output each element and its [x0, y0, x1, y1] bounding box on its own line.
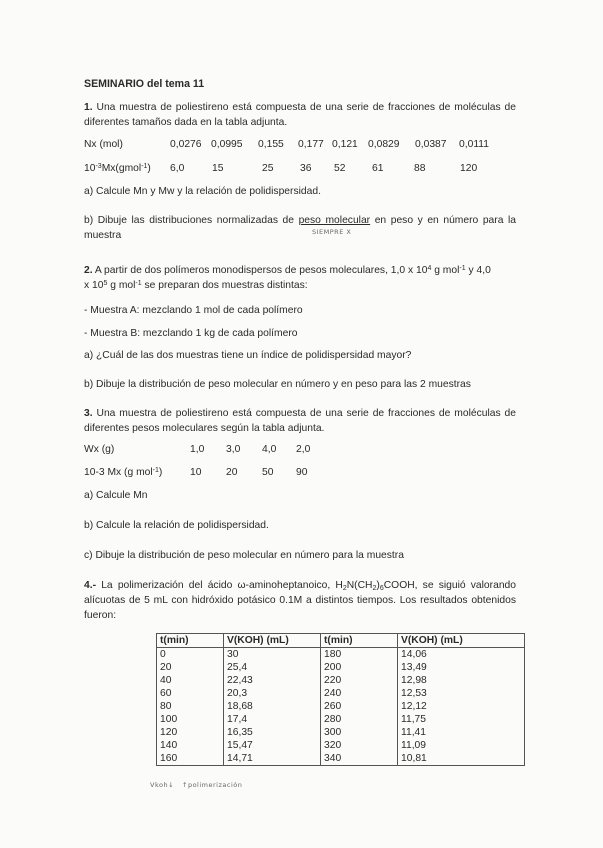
- question-1-body: Una muestra de poliestireno está compuesta de una serie de fracciones de moléculas de diferentes tamaños dada en la tabla adjunta.: [84, 102, 516, 128]
- table-cell: 200: [321, 661, 398, 674]
- q1-nx-value: 0,121: [332, 139, 358, 150]
- question-3b: b) Calcule la relación de polidispersidad.: [84, 520, 269, 531]
- table-cell: 0: [157, 648, 224, 662]
- q1-mx-value: 25: [262, 163, 274, 174]
- question-2-sample-a: - Muestra A: mezclando 1 mol de cada polímero: [84, 305, 303, 316]
- table-row: [157, 713, 525, 726]
- table-header: V(KOH) (mL): [398, 634, 525, 648]
- q3-mx-value: 50: [262, 467, 274, 478]
- table-cell: 220: [321, 674, 398, 687]
- q1-mx-value: 120: [460, 163, 478, 174]
- titration-table: [156, 633, 525, 766]
- q3-mx-label: 10-3 Mx (g mol$^{-1}$): [84, 467, 163, 478]
- table-cell: 40: [157, 674, 224, 687]
- table-cell: 15,47: [224, 739, 321, 752]
- table-cell: 340: [321, 752, 398, 766]
- question-1-number: 1.: [84, 102, 93, 113]
- handwritten-note: Vkoh↓: [150, 781, 175, 789]
- table-cell: 120: [157, 726, 224, 739]
- table-cell: 100: [157, 713, 224, 726]
- question-2-text: 2. A partir de dos polímeros monodispersos de pesos moleculares, 1,0 x $10^4$ g mol$^{-1}$ y 4,0 x $10^5$ g mol$^{-1}$ se preparan dos muestras distintas:: [84, 265, 491, 291]
- q3-mx-value: 10: [190, 467, 202, 478]
- table-cell: 18,68: [224, 700, 321, 713]
- q3-wx-value: 1,0: [190, 444, 205, 455]
- table-row: [157, 726, 525, 739]
- table-cell: 300: [321, 726, 398, 739]
- q1-nx-label: Nx (mol): [84, 139, 123, 150]
- table-cell: 240: [321, 687, 398, 700]
- q3-wx-label: Wx (g): [84, 444, 115, 455]
- q1-mx-label: $10^{-3}Mx(gmol^{-1})$: [84, 163, 151, 174]
- table-cell: 60: [157, 687, 224, 700]
- question-1b: b) Dibuje las distribuciones normalizadas de peso molecular en peso y en número para la muestra: [84, 215, 517, 241]
- table-header-row: [157, 634, 525, 648]
- table-cell: 22,43: [224, 674, 321, 687]
- table-header: V(KOH) (mL): [224, 634, 321, 648]
- q3-mx-value: 90: [296, 467, 308, 478]
- table-row: [157, 752, 525, 766]
- question-2-sample-b: - Muestra B: mezclando 1 kg de cada polímero: [84, 328, 298, 339]
- table-cell: 12,53: [398, 687, 525, 700]
- q3-wx-value: 2,0: [296, 444, 311, 455]
- table-cell: 280: [321, 713, 398, 726]
- table-header: t(min): [157, 634, 224, 648]
- page-title: SEMINARIO del tema 11: [84, 78, 205, 90]
- q1-mx-value: 88: [414, 163, 426, 174]
- table-cell: 140: [157, 739, 224, 752]
- q1-nx-value: 0,0276: [170, 139, 202, 150]
- handwritten-note: ↑polimerización: [182, 781, 243, 789]
- table-cell: 20: [157, 661, 224, 674]
- table-cell: 160: [157, 752, 224, 766]
- table-cell: 11,75: [398, 713, 525, 726]
- q1-nx-value: 0,177: [298, 139, 324, 150]
- table-cell: 12,98: [398, 674, 525, 687]
- table-row: [157, 661, 525, 674]
- q1-mx-value: 15: [212, 163, 224, 174]
- table-cell: 17,4: [224, 713, 321, 726]
- table-cell: 80: [157, 700, 224, 713]
- table-cell: 14,06: [398, 648, 525, 662]
- q3-mx-value: 20: [226, 467, 238, 478]
- q1-nx-value: 0,155: [258, 139, 284, 150]
- table-cell: 260: [321, 700, 398, 713]
- q1-nx-value: 0,0995: [211, 139, 243, 150]
- table-row: [157, 700, 525, 713]
- table-cell: 12,12: [398, 700, 525, 713]
- table-cell: 25,4: [224, 661, 321, 674]
- q1-mx-value: 6,0: [170, 163, 185, 174]
- question-2a: a) ¿Cuál de las dos muestras tiene un índice de polidispersidad mayor?: [84, 350, 412, 361]
- question-3-text: 3. Una muestra de poliestireno está compuesta de una serie de fracciones de moléculas de diferentes pesos moleculares según la tabla adjunta.: [84, 408, 516, 434]
- table-cell: 180: [321, 648, 398, 662]
- question-2b: b) Dibuje la distribución de peso molecular en número y en peso para las 2 muestras: [84, 379, 471, 390]
- question-4-text: 4.- La polimerización del ácido ω-aminoheptanoico, $H_2N(CH_2)_6COOH$, se siguió valorando alícuotas de 5 mL con hidróxido potásico 0.1M a distintos tiempos. Los resultados obtenidos fueron:: [84, 580, 516, 621]
- q3-wx-value: 3,0: [226, 444, 241, 455]
- question-3a: a) Calcule Mn: [84, 490, 148, 501]
- q1-mx-value: 36: [300, 163, 312, 174]
- q1-nx-value: 0,0111: [459, 139, 489, 150]
- q3-wx-value: 4,0: [262, 444, 277, 455]
- table-row: [157, 687, 525, 700]
- q1-mx-value: 61: [372, 163, 384, 174]
- table-cell: 11,41: [398, 726, 525, 739]
- question-1-text: [84, 100, 516, 130]
- q1-nx-value: 0,0829: [368, 139, 400, 150]
- table-row: [157, 674, 525, 687]
- table-cell: 20,3: [224, 687, 321, 700]
- handwritten-note: SIEMPRE X: [312, 228, 352, 236]
- table-cell: 14,71: [224, 752, 321, 766]
- q1-nx-value: 0,0387: [415, 139, 447, 150]
- table-cell: 320: [321, 739, 398, 752]
- question-1a: a) Calcule Mn y Mw y la relación de polidispersidad.: [84, 186, 321, 197]
- question-3c: c) Dibuje la distribución de peso molecular en número para la muestra: [84, 550, 404, 561]
- table-header: t(min): [321, 634, 398, 648]
- table-cell: 16,35: [224, 726, 321, 739]
- q1-mx-value: 52: [334, 163, 346, 174]
- table-cell: 11,09: [398, 739, 525, 752]
- table-cell: 13,49: [398, 661, 525, 674]
- table-row: [157, 648, 525, 662]
- table-cell: 30: [224, 648, 321, 662]
- table-cell: 10,81: [398, 752, 525, 766]
- table-row: [157, 739, 525, 752]
